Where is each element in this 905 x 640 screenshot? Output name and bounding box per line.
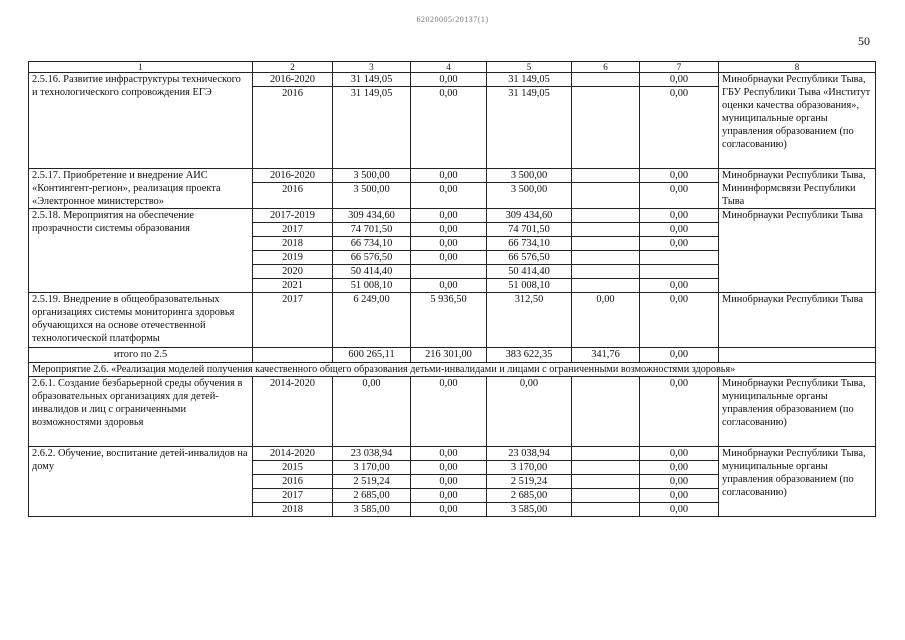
total-federal-cell: 216 301,00 — [411, 348, 487, 363]
amount-federal-cell: 0,00 — [411, 503, 487, 517]
column-number: 8 — [719, 62, 876, 73]
amount-total-cell: 66 576,50 — [333, 251, 411, 265]
amount-federal-cell: 0,00 — [411, 87, 487, 169]
total-local-cell: 341,76 — [572, 348, 640, 363]
amount-total-cell: 3 170,00 — [333, 461, 411, 475]
amount-federal-cell: 0,00 — [411, 183, 487, 209]
amount-total-cell: 74 701,50 — [333, 223, 411, 237]
activity-description: 2.6.2. Обучение, воспитание детей-инвалидов на дому — [29, 447, 253, 517]
activity-description: 2.5.19. Внедрение в общеобразовательных организациях системы мониторинга здоровья обучающихся на основе отечественной технологической платформы — [29, 293, 253, 348]
amount-total-cell: 0,00 — [333, 377, 411, 447]
amount-local-cell — [572, 251, 640, 265]
amount-total-cell: 31 149,05 — [333, 73, 411, 87]
period-cell: 2018 — [253, 237, 333, 251]
amount-other-cell: 0,00 — [640, 503, 719, 517]
executor-cell: Минобрнауки Республики Тыва, муниципальные органы управления образованием (по согласованию) — [719, 447, 876, 517]
amount-total-cell: 6 249,00 — [333, 293, 411, 348]
period-cell: 2021 — [253, 279, 333, 293]
amount-federal-cell: 0,00 — [411, 489, 487, 503]
total-amount-cell: 600 265,11 — [333, 348, 411, 363]
executor-cell: Минобрнауки Республики Тыва, муниципальные органы управления образованием (по согласованию) — [719, 377, 876, 447]
document-code: 62020005/20137(1) — [416, 15, 489, 24]
activity-description: 2.5.17. Приобретение и внедрение АИС «Контингент-регион», реализация проекта «Электронное министерство» — [29, 169, 253, 209]
amount-local-cell — [572, 209, 640, 223]
amount-other-cell: 0,00 — [640, 461, 719, 475]
table-row — [29, 209, 876, 223]
amount-other-cell: 0,00 — [640, 279, 719, 293]
section-heading: Мероприятие 2.6. «Реализация моделей получения качественного общего образования детьми-инвалидами и лицами с ограниченными возможностями здоровья» — [29, 363, 876, 377]
amount-federal-cell: 0,00 — [411, 447, 487, 461]
amount-federal-cell: 0,00 — [411, 279, 487, 293]
table-row — [29, 447, 876, 461]
page-number: 50 — [858, 34, 870, 48]
amount-other-cell: 0,00 — [640, 223, 719, 237]
column-number: 5 — [487, 62, 572, 73]
amount-other-cell: 0,00 — [640, 87, 719, 169]
period-cell: 2017 — [253, 489, 333, 503]
amount-federal-cell: 0,00 — [411, 251, 487, 265]
amount-republic-cell: 2 519,24 — [487, 475, 572, 489]
period-cell: 2016-2020 — [253, 169, 333, 183]
amount-federal-cell: 0,00 — [411, 209, 487, 223]
amount-other-cell: 0,00 — [640, 209, 719, 223]
period-cell: 2018 — [253, 503, 333, 517]
amount-total-cell: 3 500,00 — [333, 169, 411, 183]
period-cell: 2016-2020 — [253, 73, 333, 87]
amount-republic-cell: 31 149,05 — [487, 87, 572, 169]
amount-federal-cell — [411, 265, 487, 279]
amount-local-cell — [572, 183, 640, 209]
amount-federal-cell: 0,00 — [411, 475, 487, 489]
amount-total-cell: 3 585,00 — [333, 503, 411, 517]
column-number: 4 — [411, 62, 487, 73]
table-row — [29, 73, 876, 87]
amount-local-cell — [572, 377, 640, 447]
total-executor-cell — [719, 348, 876, 363]
header-row — [29, 62, 876, 73]
period-cell: 2014-2020 — [253, 377, 333, 447]
total-period-cell — [253, 348, 333, 363]
period-cell: 2017 — [253, 293, 333, 348]
amount-total-cell: 3 500,00 — [333, 183, 411, 209]
amount-federal-cell: 0,00 — [411, 237, 487, 251]
amount-republic-cell: 312,50 — [487, 293, 572, 348]
amount-other-cell: 0,00 — [640, 293, 719, 348]
amount-republic-cell: 50 414,40 — [487, 265, 572, 279]
column-number: 7 — [640, 62, 719, 73]
amount-federal-cell: 0,00 — [411, 223, 487, 237]
amount-other-cell: 0,00 — [640, 183, 719, 209]
amount-local-cell — [572, 223, 640, 237]
amount-local-cell — [572, 265, 640, 279]
amount-other-cell: 0,00 — [640, 489, 719, 503]
amount-republic-cell: 3 500,00 — [487, 183, 572, 209]
column-number: 1 — [29, 62, 253, 73]
period-cell: 2020 — [253, 265, 333, 279]
amount-federal-cell: 0,00 — [411, 377, 487, 447]
amount-other-cell — [640, 265, 719, 279]
executor-cell: Минобрнауки Республики Тыва, Мининформсвязи Республики Тыва — [719, 169, 876, 209]
amount-federal-cell: 5 936,50 — [411, 293, 487, 348]
amount-local-cell — [572, 279, 640, 293]
activity-description: 2.6.1. Создание безбарьерной среды обучения в образовательных организациях для детей-инвалидов и лиц с ограниченными возможностями здоровья — [29, 377, 253, 447]
amount-republic-cell: 66 576,50 — [487, 251, 572, 265]
amount-total-cell: 2 685,00 — [333, 489, 411, 503]
period-cell: 2016 — [253, 183, 333, 209]
executor-cell: Минобрнауки Республики Тыва, ГБУ Республики Тыва «Институт оценки качества образования», муниципальные органы управления образованием (по согласованию) — [719, 73, 876, 169]
amount-other-cell: 0,00 — [640, 237, 719, 251]
amount-total-cell: 2 519,24 — [333, 475, 411, 489]
amount-republic-cell: 0,00 — [487, 377, 572, 447]
amount-republic-cell: 74 701,50 — [487, 223, 572, 237]
amount-local-cell — [572, 169, 640, 183]
amount-republic-cell: 31 149,05 — [487, 73, 572, 87]
section-row — [29, 363, 876, 377]
amount-total-cell: 66 734,10 — [333, 237, 411, 251]
amount-local-cell — [572, 73, 640, 87]
amount-other-cell: 0,00 — [640, 73, 719, 87]
amount-federal-cell: 0,00 — [411, 73, 487, 87]
amount-local-cell — [572, 447, 640, 461]
table-row — [29, 169, 876, 183]
period-cell: 2014-2020 — [253, 447, 333, 461]
period-cell: 2017 — [253, 223, 333, 237]
period-cell: 2016 — [253, 87, 333, 169]
activity-description: 2.5.18. Мероприятия на обеспечение прозрачности системы образования — [29, 209, 253, 293]
amount-other-cell: 0,00 — [640, 475, 719, 489]
amount-republic-cell: 3 500,00 — [487, 169, 572, 183]
amount-republic-cell: 3 585,00 — [487, 503, 572, 517]
amount-local-cell — [572, 237, 640, 251]
amount-total-cell: 309 434,60 — [333, 209, 411, 223]
period-cell: 2017-2019 — [253, 209, 333, 223]
amount-total-cell: 50 414,40 — [333, 265, 411, 279]
column-number: 3 — [333, 62, 411, 73]
amount-total-cell: 23 038,94 — [333, 447, 411, 461]
total-republic-cell: 383 622,35 — [487, 348, 572, 363]
amount-total-cell: 31 149,05 — [333, 87, 411, 169]
amount-republic-cell: 309 434,60 — [487, 209, 572, 223]
table-row — [29, 377, 876, 447]
amount-republic-cell: 66 734,10 — [487, 237, 572, 251]
amount-federal-cell: 0,00 — [411, 169, 487, 183]
amount-federal-cell: 0,00 — [411, 461, 487, 475]
total-other-cell: 0,00 — [640, 348, 719, 363]
amount-republic-cell: 3 170,00 — [487, 461, 572, 475]
executor-cell: Минобрнауки Республики Тыва — [719, 293, 876, 348]
column-number: 6 — [572, 62, 640, 73]
amount-local-cell — [572, 87, 640, 169]
amount-republic-cell: 51 008,10 — [487, 279, 572, 293]
budget-table — [28, 61, 876, 517]
amount-other-cell: 0,00 — [640, 447, 719, 461]
amount-republic-cell: 23 038,94 — [487, 447, 572, 461]
executor-cell: Минобрнауки Республики Тыва — [719, 209, 876, 293]
total-label: итого по 2.5 — [29, 348, 253, 363]
amount-local-cell — [572, 461, 640, 475]
amount-local-cell: 0,00 — [572, 293, 640, 348]
period-cell: 2019 — [253, 251, 333, 265]
amount-other-cell — [640, 251, 719, 265]
amount-local-cell — [572, 503, 640, 517]
activity-description: 2.5.16. Развитие инфраструктуры технического и технологического сопровождения ЕГЭ — [29, 73, 253, 169]
table-row — [29, 293, 876, 348]
amount-other-cell: 0,00 — [640, 169, 719, 183]
total-row — [29, 348, 876, 363]
period-cell: 2015 — [253, 461, 333, 475]
amount-other-cell: 0,00 — [640, 377, 719, 447]
amount-total-cell: 51 008,10 — [333, 279, 411, 293]
amount-republic-cell: 2 685,00 — [487, 489, 572, 503]
amount-local-cell — [572, 475, 640, 489]
column-number: 2 — [253, 62, 333, 73]
amount-local-cell — [572, 489, 640, 503]
period-cell: 2016 — [253, 475, 333, 489]
